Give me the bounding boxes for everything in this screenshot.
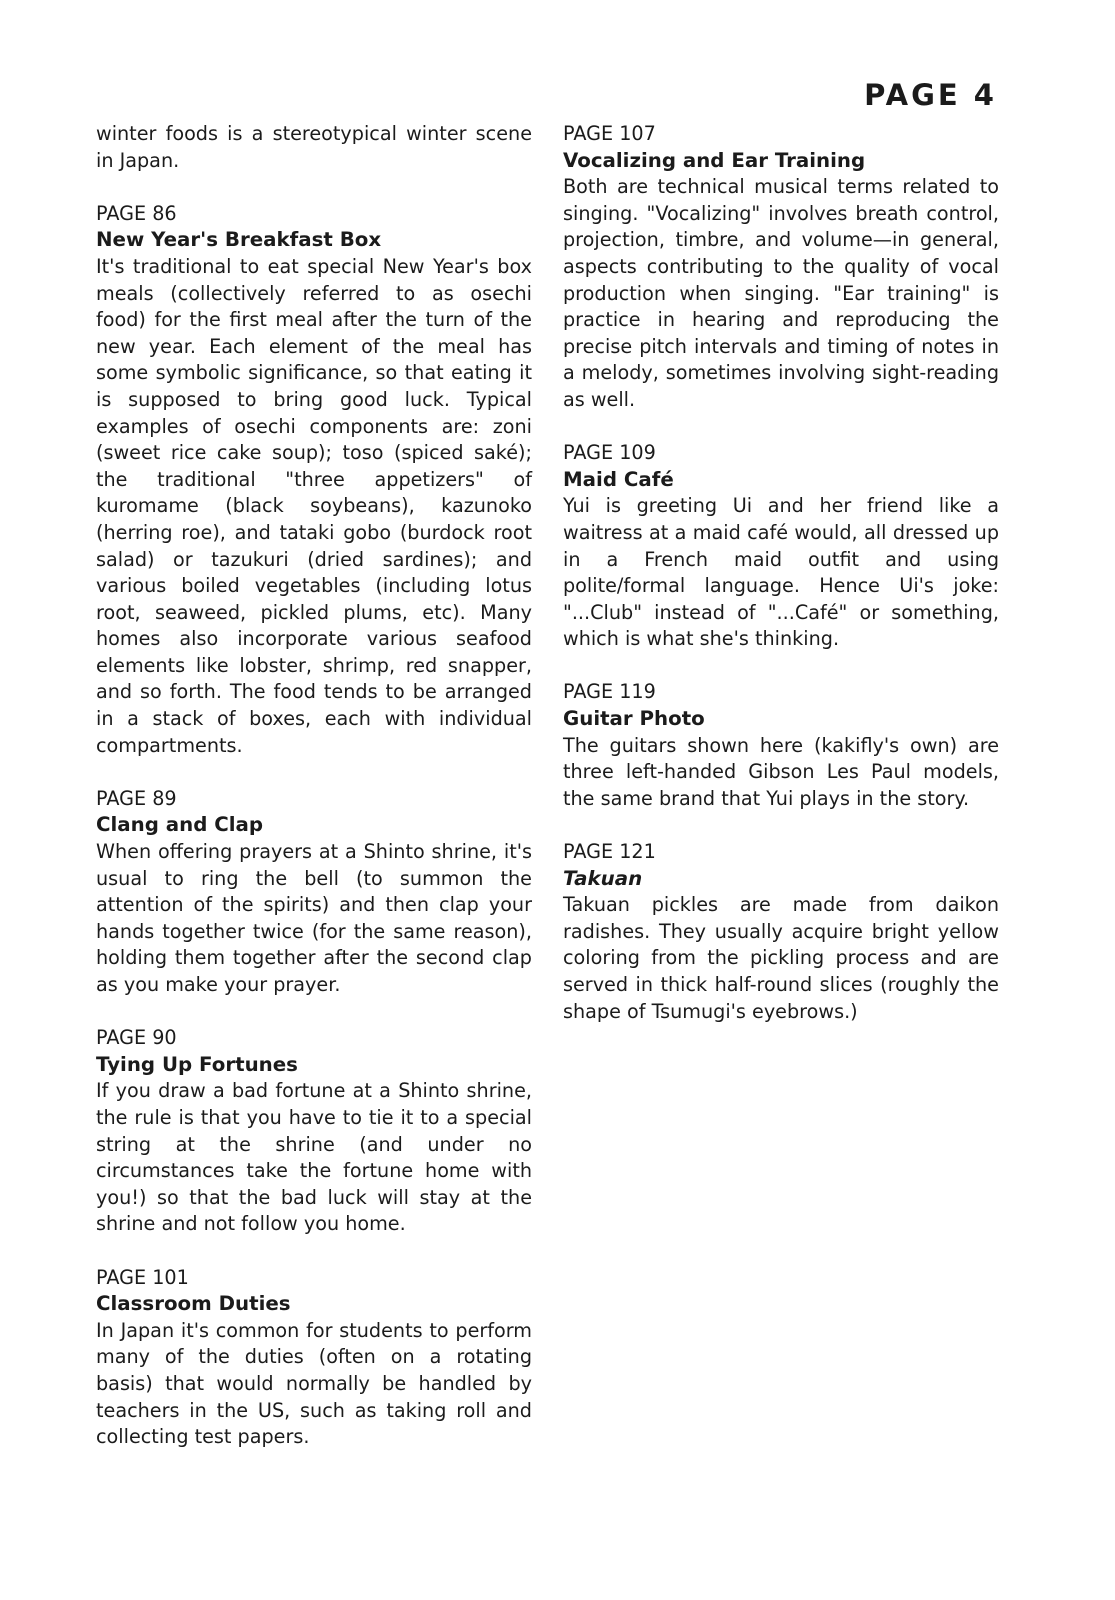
section-new-years-breakfast-box bbox=[96, 201, 532, 759]
left-column bbox=[96, 121, 532, 1477]
section-body: If you draw a bad fortune at a Shinto shrine, the rule is that you have to tie it to a special string at the shrine (and under no circumstances take the fortune home with you!) so that the bad luck will stay at the shrine and not follow you home. bbox=[96, 1079, 532, 1236]
section-title: Clang and Clap bbox=[96, 813, 264, 837]
intro-text: winter foods is a stereotypical winter scene in Japan. bbox=[96, 122, 532, 172]
section-page-ref: PAGE 89 bbox=[96, 786, 177, 810]
section-guitar-photo bbox=[563, 679, 999, 812]
section-body: It's traditional to eat special New Year's box meals (collectively referred to as osechi food) for the first meal after the turn of the new year. Each element of the meal has some symbolic significance, so that eating it is supposed to bring good luck. Typical examples of osechi components are: zoni (sweet rice cake soup); toso (spiced saké); the traditional "three appetizers" of kuromame (black soybeans), kazunoko (herring roe), and tataki gobo (burdock root salad) or tazukuri (dried sardines); and various boiled vegetables (including lotus root, seaweed, pickled plums, etc). Many homes also incorporate various seafood elements like lobster, shrimp, red snapper, and so forth. The food tends to be arranged in a stack of boxes, each with individual compartments. bbox=[96, 254, 532, 757]
page-number-label: PAGE 4 bbox=[864, 78, 997, 112]
section-body: Both are technical musical terms related to singing. "Vocalizing" involves breath control, projection, timbre, and volume—in general, aspects contributing to the quality of vocal production when singing. "Ear training" is practice in hearing and reproducing the precise pitch intervals and timing of notes in a melody, sometimes involving sight-reading as well. bbox=[563, 175, 999, 411]
section-page-ref: PAGE 86 bbox=[96, 201, 177, 225]
section-title: Vocalizing and Ear Training bbox=[563, 148, 866, 172]
section-tying-up-fortunes bbox=[96, 1025, 532, 1238]
section-title: Classroom Duties bbox=[96, 1292, 291, 1316]
section-body: When offering prayers at a Shinto shrine, it's usual to ring the bell (to summon the attention of the spirits) and then clap your hands together twice (for the same reason), holding them together after the second clap as you make your prayer. bbox=[96, 840, 532, 996]
section-body: In Japan it's common for students to perform many of the duties (often on a rotating basis) that would normally be handled by teachers in the US, such as taking roll and collecting test papers. bbox=[96, 1318, 532, 1449]
section-classroom-duties bbox=[96, 1265, 532, 1451]
section-page-ref: PAGE 101 bbox=[96, 1265, 189, 1289]
section-page-ref: PAGE 119 bbox=[563, 680, 656, 704]
section-page-ref: PAGE 107 bbox=[563, 122, 656, 145]
section-title: Guitar Photo bbox=[563, 707, 705, 731]
right-column bbox=[563, 121, 999, 1052]
section-title: Tying Up Fortunes bbox=[96, 1052, 298, 1076]
section-maid-cafe bbox=[563, 440, 999, 653]
section-clang-and-clap bbox=[96, 786, 532, 999]
section-title: Maid Café bbox=[563, 467, 674, 491]
section-title: Takuan bbox=[563, 866, 643, 890]
section-vocalizing-ear-training bbox=[563, 121, 999, 414]
section-page-ref: PAGE 109 bbox=[563, 441, 656, 465]
section-body: Yui is greeting Ui and her friend like a waitress at a maid café would, all dressed up in a French maid outfit and using polite/formal language. Hence Ui's joke: "...Club" instead of "...Café" or something, which is what she's thinking. bbox=[563, 494, 999, 651]
section-title: New Year's Breakfast Box bbox=[96, 228, 382, 252]
section-page-ref: PAGE 121 bbox=[563, 840, 656, 864]
section-body: The guitars shown here (kakifly's own) are three left-handed Gibson Les Paul models, the same brand that Yui plays in the story. bbox=[563, 733, 999, 810]
section-page-ref: PAGE 90 bbox=[96, 1026, 177, 1050]
section-body: Takuan pickles are made from daikon radishes. They usually acquire bright yellow coloring from the pickling process and are served in thick half-round slices (roughly the shape of Tsumugi's eyebrows.) bbox=[563, 893, 999, 1023]
section-takuan bbox=[563, 839, 999, 1025]
